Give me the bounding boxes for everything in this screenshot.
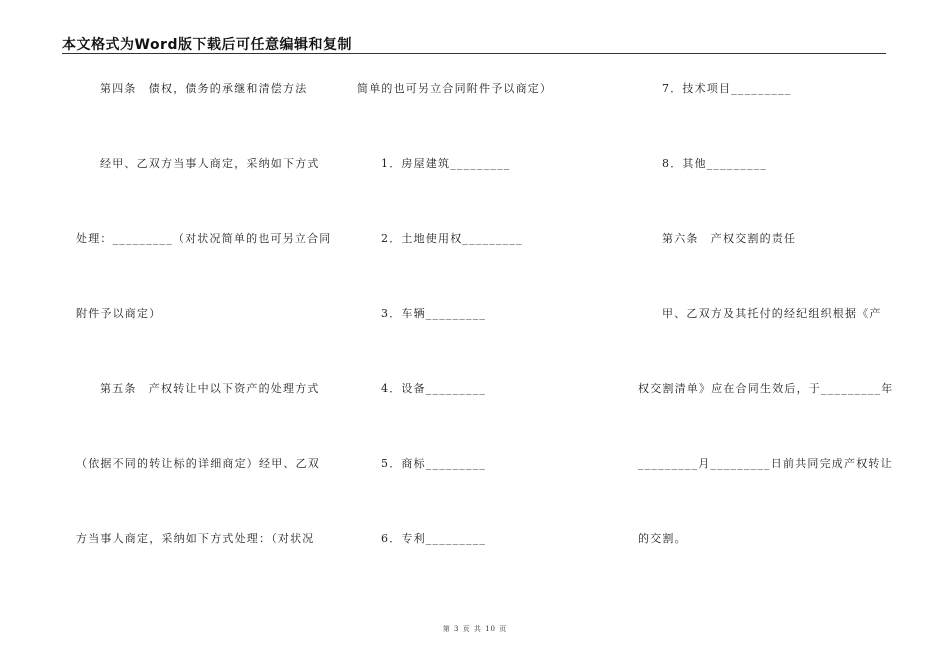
- middle-line-2: 1．房屋建筑_________: [381, 157, 511, 170]
- middle-line-7: 6．专利_________: [381, 532, 487, 545]
- left-line-6: （依据不同的转让标的详细商定）经甲、乙双: [76, 457, 320, 470]
- right-line-5: 权交割清单》应在合同生效后，于_________年: [638, 382, 894, 395]
- header-rule: [62, 53, 886, 54]
- left-line-7: 方当事人商定，采纳如下方式处理：（对状况: [76, 532, 315, 545]
- page-header-title: 本文格式为Word版下载后可任意编辑和复制: [62, 37, 352, 53]
- middle-line-4: 3．车辆_________: [381, 307, 487, 320]
- middle-line-6: 5．商标_________: [381, 457, 487, 470]
- left-line-5: 第五条 产权转让中以下资产的处理方式: [100, 382, 320, 395]
- right-line-2: 8．其他_________: [662, 157, 768, 170]
- left-line-1: 第四条 债权，债务的承继和清偿方法: [100, 82, 308, 95]
- left-line-2: 经甲、乙双方当事人商定，采纳如下方式: [100, 157, 320, 170]
- right-line-6: _________月_________日前共同完成产权转让: [638, 457, 893, 470]
- middle-line-5: 4．设备_________: [381, 382, 487, 395]
- middle-line-3: 2．土地使用权_________: [381, 232, 523, 245]
- right-line-4: 甲、乙双方及其托付的经纪组织根据《产: [662, 307, 882, 320]
- middle-line-1: 简单的也可另立合同附件予以商定）: [357, 82, 553, 95]
- page-number: 第 3 页 共 10 页: [442, 625, 508, 633]
- right-line-3: 第六条 产权交割的责任: [662, 232, 797, 245]
- right-line-7: 的交割。: [638, 532, 687, 545]
- left-line-3: 处理：_________（对状况简单的也可另立合同: [76, 232, 332, 245]
- left-line-4: 附件予以商定）: [76, 307, 162, 320]
- right-line-1: 7．技术项目_________: [662, 82, 792, 95]
